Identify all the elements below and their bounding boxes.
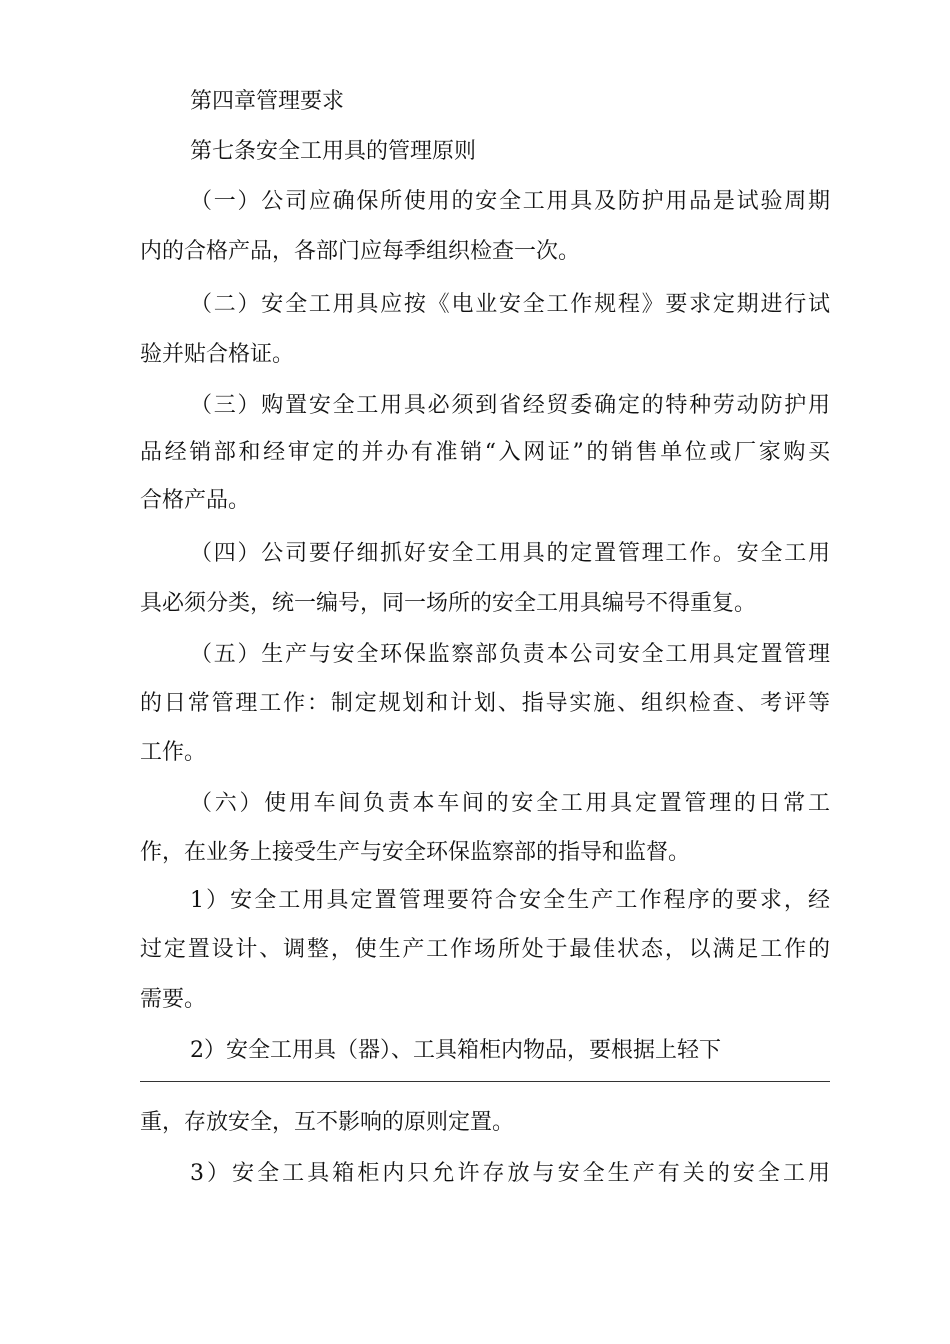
paragraph-1-line-1: （一）公司应确保所使用的安全工用具及防护用品是试验周期 bbox=[190, 189, 830, 214]
item-1-line-2: 过定置设计、调整，使生产工作场所处于最佳状态，以满足工作的 bbox=[140, 937, 830, 962]
item-2-line-2: 重，存放安全，互不影响的原则定置。 bbox=[140, 1110, 515, 1135]
paragraph-6-line-2: 作，在业务上接受生产与安全环保监察部的指导和监督。 bbox=[140, 840, 691, 865]
item-1-line-3: 需要。 bbox=[140, 987, 207, 1012]
chapter-heading: 第四章管理要求 bbox=[190, 89, 345, 114]
paragraph-6-line-1: （六）使用车间负责本车间的安全工用具定置管理的日常工 bbox=[190, 791, 830, 816]
article-heading: 第七条安全工用具的管理原则 bbox=[190, 139, 477, 164]
paragraph-4-line-1: （四）公司要仔细抓好安全工用具的定置管理工作。安全工用 bbox=[190, 541, 830, 566]
paragraph-1-line-2: 内的合格产品，各部门应每季组织检查一次。 bbox=[140, 239, 581, 264]
item-2-line-1: 2）安全工用具（器）、工具箱柜内物品，要根据上轻下 bbox=[190, 1038, 721, 1063]
item-3-line-1: 3）安全工具箱柜内只允许存放与安全生产有关的安全工用 bbox=[190, 1161, 830, 1186]
paragraph-5-line-3: 工作。 bbox=[140, 740, 207, 765]
item-1-line-1: 1）安全工用具定置管理要符合安全生产工作程序的要求，经 bbox=[190, 888, 830, 913]
page-break-rule bbox=[140, 1081, 830, 1082]
paragraph-3-line-3: 合格产品。 bbox=[140, 488, 251, 513]
paragraph-2-line-1: （二）安全工用具应按《电业安全工作规程》要求定期进行试 bbox=[190, 292, 830, 317]
paragraph-4-line-2: 具必须分类，统一编号，同一场所的安全工用具编号不得重复。 bbox=[140, 591, 757, 616]
paragraph-3-line-2: 品经销部和经审定的并办有准销“入网证”的销售单位或厂家购买 bbox=[140, 440, 830, 465]
paragraph-3-line-1: （三）购置安全工用具必须到省经贸委确定的特种劳动防护用 bbox=[190, 393, 830, 418]
paragraph-2-line-2: 验并贴合格证。 bbox=[140, 342, 295, 367]
paragraph-5-line-1: （五）生产与安全环保监察部负责本公司安全工用具定置管理 bbox=[190, 642, 830, 667]
paragraph-5-line-2: 的日常管理工作：制定规划和计划、指导实施、组织检查、考评等 bbox=[140, 691, 830, 716]
